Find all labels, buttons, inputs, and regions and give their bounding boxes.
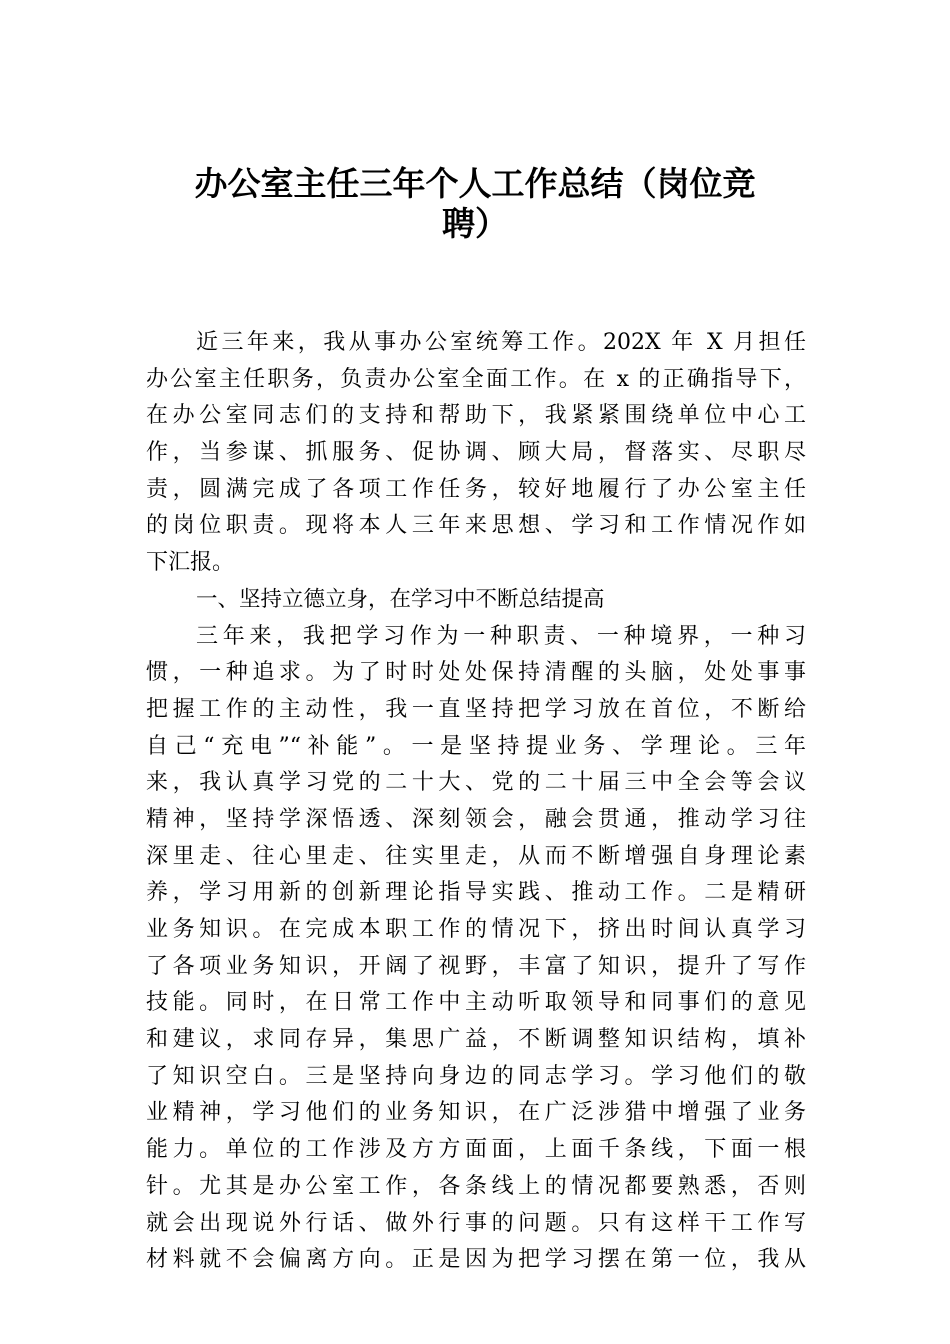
paragraph-line: 办公室主任职务，负责办公室全面工作。在 x 的正确指导下， bbox=[146, 366, 806, 392]
paragraph-line: 责，圆满完成了各项工作任务，较好地履行了办公室主任 bbox=[146, 476, 806, 502]
paragraph-line: 能力。单位的工作涉及方方面面，上面千条线，下面一根 bbox=[146, 1137, 806, 1163]
paragraph-line: 来，我认真学习党的二十大、党的二十届三中全会等会议 bbox=[146, 770, 806, 796]
paragraph-line: 三年来，我把学习作为一种职责、一种境界，一种习 bbox=[196, 623, 806, 649]
paragraph-line: 和建议，求同存异，集思广益，不断调整知识结构，填补 bbox=[146, 1027, 806, 1053]
paragraph-line: 自己“充电”“补能”。一是坚持提业务、学理论。三年 bbox=[146, 733, 806, 759]
paragraph-line: 的岗位职责。现将本人三年来思想、学习和工作情况作如 bbox=[146, 513, 806, 539]
paragraph-line: 精神，坚持学深悟透、深刻领会，融会贯通，推动学习往 bbox=[146, 806, 806, 832]
paragraph-line: 惯，一种追求。为了时时处处保持清醒的头脑，处处事事 bbox=[146, 660, 806, 686]
paragraph-line: 下汇报。 bbox=[146, 550, 235, 576]
paragraph-line: 把握工作的主动性，我一直坚持把学习放在首位，不断给 bbox=[146, 696, 806, 722]
paragraph-line: 业精神，学习他们的业务知识，在广泛涉猎中增强了业务 bbox=[146, 1100, 806, 1126]
document-body bbox=[146, 325, 806, 1279]
paragraph-line: 针。尤其是办公室工作，各条线上的情况都要熟悉，否则 bbox=[146, 1173, 806, 1199]
document-title-line-2: 聘） bbox=[442, 204, 508, 243]
paragraph-line: 在办公室同志们的支持和帮助下，我紧紧围绕单位中心工 bbox=[146, 403, 806, 429]
paragraph-line: 养，学习用新的创新理论指导实践、推动工作。二是精研 bbox=[146, 880, 806, 906]
paragraph-line: 技能。同时，在日常工作中主动听取领导和同事们的意见 bbox=[146, 990, 806, 1016]
document-title-line-1: 办公室主任三年个人工作总结（岗位竞 bbox=[194, 164, 756, 203]
paragraph-line: 了知识空白。三是坚持向身边的同志学习。学习他们的敬 bbox=[146, 1063, 806, 1089]
paragraph-line: 就会出现说外行话、做外行事的问题。只有这样干工作写 bbox=[146, 1210, 806, 1236]
section-heading: 一、坚持立德立身，在学习中不断总结提高 bbox=[196, 586, 605, 612]
paragraph-line: 深里走、往心里走、往实里走，从而不断增强自身理论素 bbox=[146, 843, 806, 869]
paragraph-line: 作，当参谋、抓服务、促协调、顾大局，督落实、尽职尽 bbox=[146, 440, 806, 466]
paragraph-line: 近三年来，我从事办公室统筹工作。202X 年 X 月担任 bbox=[196, 330, 806, 355]
paragraph-line: 业务知识。在完成本职工作的情况下，挤出时间认真学习 bbox=[146, 917, 806, 942]
paragraph-line: 了各项业务知识，开阔了视野，丰富了知识，提升了写作 bbox=[146, 953, 806, 979]
paragraph-line: 材料就不会偏离方向。正是因为把学习摆在第一位，我从 bbox=[146, 1247, 806, 1273]
